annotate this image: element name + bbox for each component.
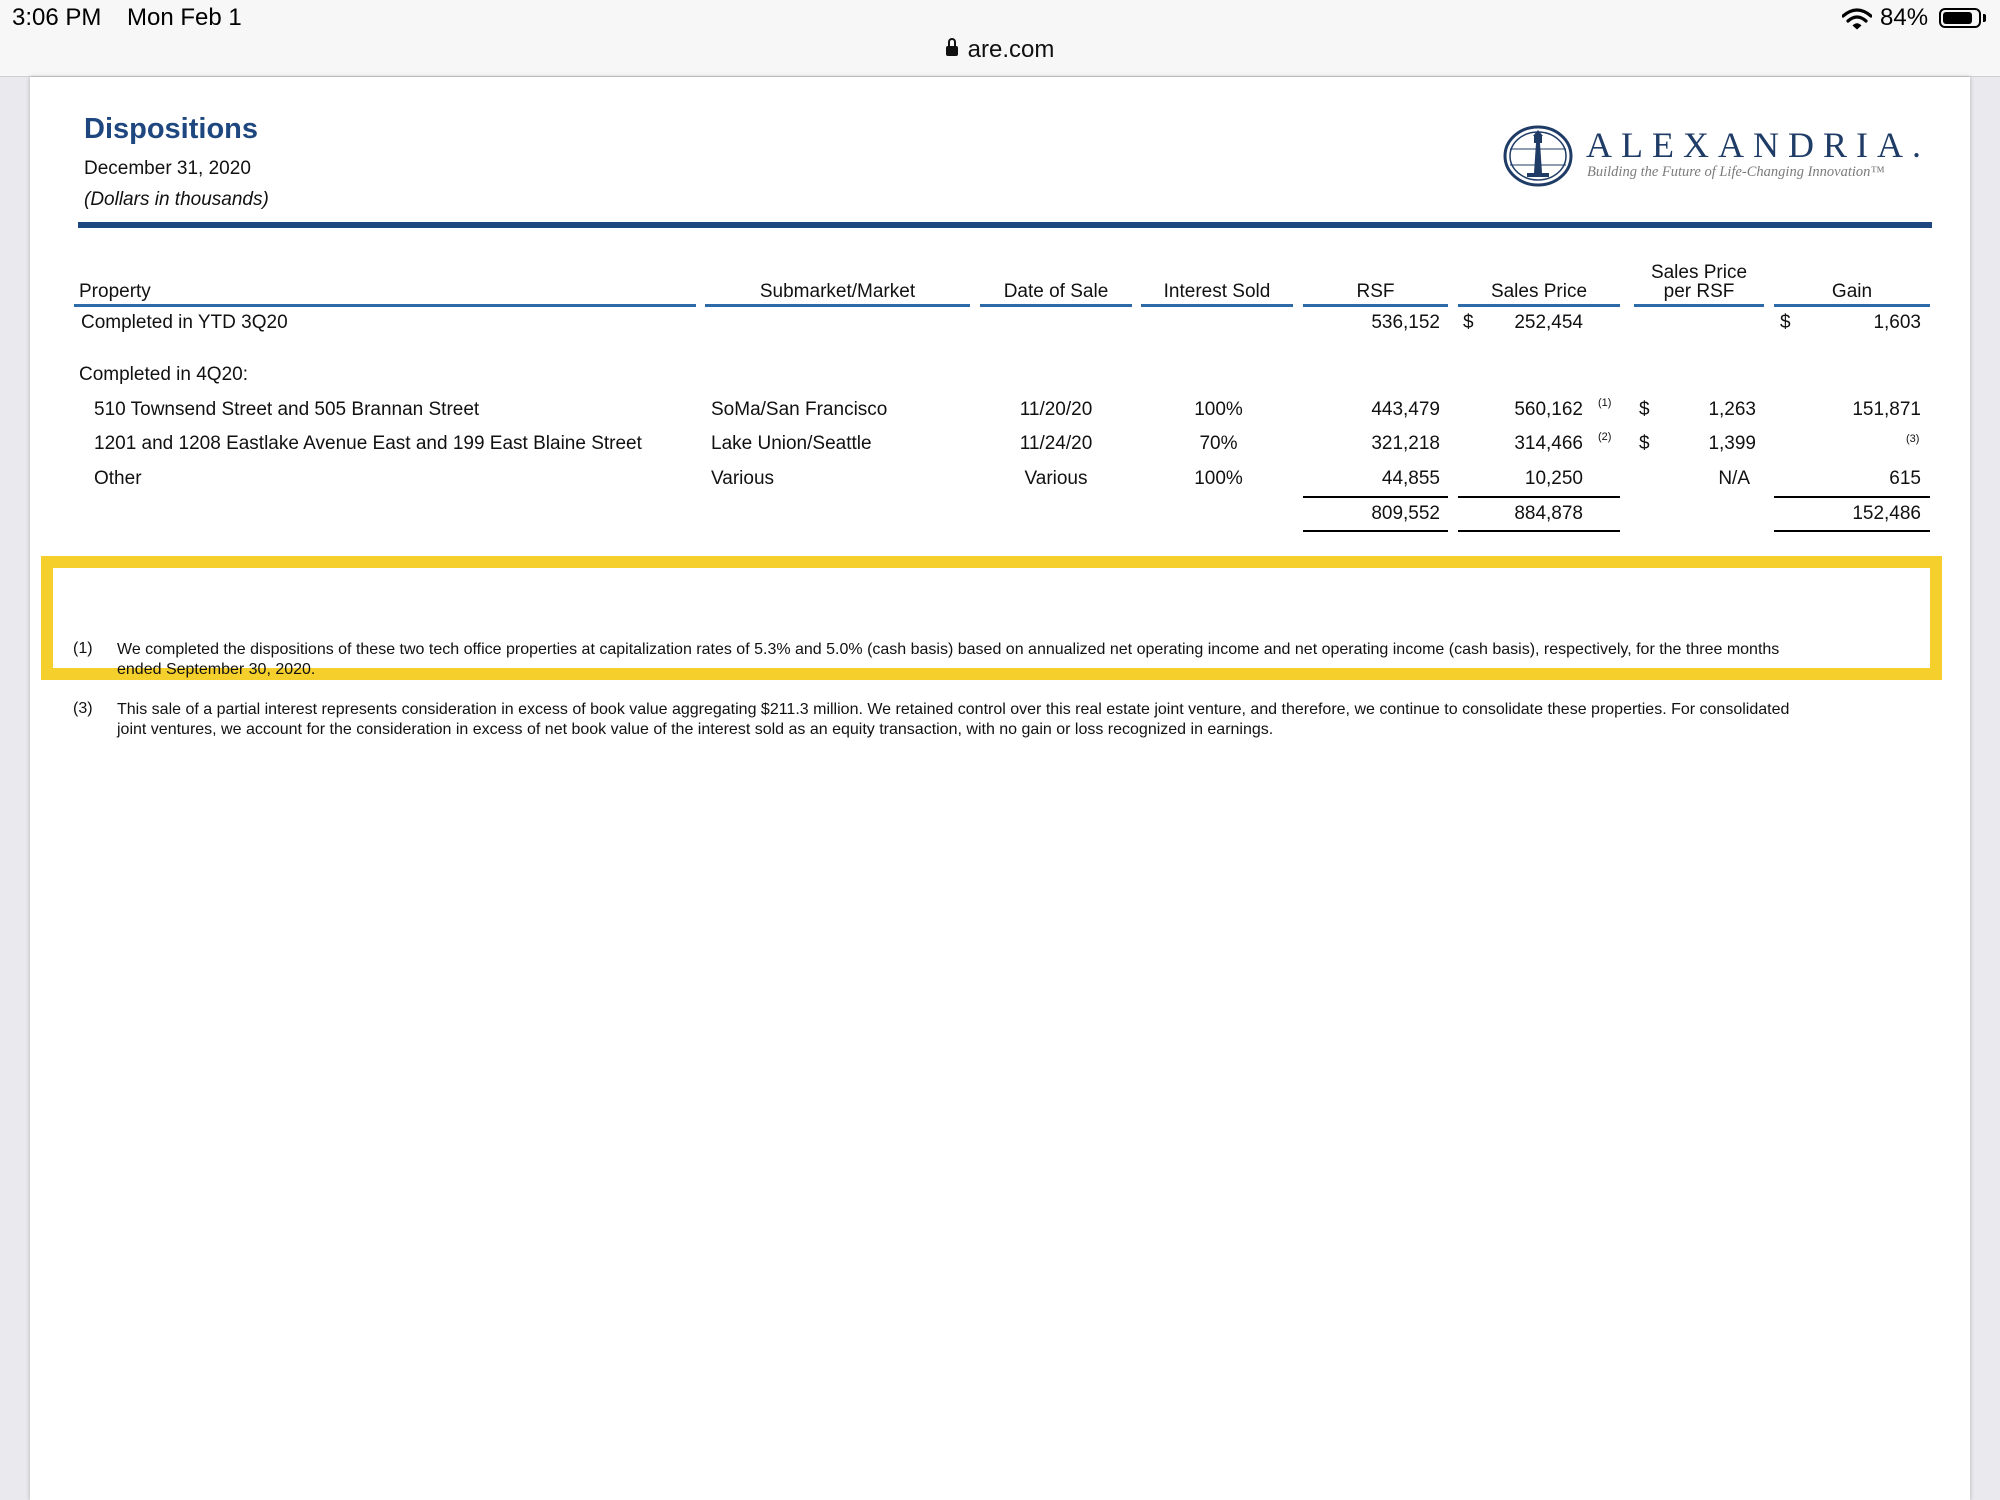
header-underline [1634, 304, 1764, 307]
footnote-ref: (3) [1906, 433, 1920, 445]
footnote-number: (3) [73, 700, 93, 717]
footnote-line: We completed the dispositions of these two tech office properties at capitalization rates of 5.3% and 5.0% (cash basis) based on annualized net operating income and net operating income (cash basis), respectively, for the three months [117, 641, 1780, 658]
lock-icon [946, 46, 958, 56]
header-underline [1458, 304, 1620, 307]
footnote-line: ended September 30, 2020. [117, 661, 316, 678]
header-date-of-sale: Date of Sale [1003, 281, 1109, 302]
table-row-per-rsf: 1,263 [1708, 399, 1756, 420]
table-row-gain: 151,871 [1852, 399, 1921, 420]
table-row-interest: 100% [1194, 399, 1243, 420]
header-property: Property [79, 281, 151, 302]
url-domain[interactable]: are.com [967, 36, 1055, 63]
battery-level [1943, 12, 1972, 24]
battery-percent: 84% [1880, 4, 1929, 31]
page-title: Dispositions [84, 113, 259, 145]
table-row-submarket: Various [711, 468, 775, 489]
units-note: (Dollars in thousands) [84, 189, 269, 210]
header-gain: Gain [1831, 281, 1873, 302]
table-row-property: Other [94, 468, 142, 489]
ytd-label: Completed in YTD 3Q20 [81, 312, 288, 333]
footnote-line: This sale of a partial interest represents consideration in excess of book value aggregating $211.3 million. We retained control over this real estate joint venture, and therefore, we continue to consolidate these properties. For consolidated [117, 701, 1790, 718]
header-underline [1303, 304, 1448, 307]
table-row-per-rsf-dollar: $ [1639, 399, 1650, 420]
footnote-line: joint ventures, we account for the consideration in excess of net book value of the interest sold as an equity transaction, with no gain or loss recognized in earnings. [117, 721, 1274, 738]
header-interest-sold: Interest Sold [1163, 281, 1271, 302]
footnote-ref: (2) [1598, 431, 1612, 443]
ytd-gain-dollar: $ [1780, 312, 1791, 333]
table-row-per-rsf-dollar: $ [1639, 433, 1650, 454]
header-underline [705, 304, 970, 307]
subtotal-rule [1458, 530, 1620, 532]
table-row-price: 560,162 [1514, 399, 1583, 420]
footnote-number: (1) [73, 640, 93, 657]
battery-tip [1983, 14, 1986, 22]
table-row-gain: 615 [1889, 468, 1921, 489]
table-row-date: Various [1024, 468, 1088, 489]
table-row-interest: 100% [1194, 468, 1243, 489]
table-row-date: 11/24/20 [1019, 433, 1093, 454]
brand-tagline: Building the Future of Life-Changing Innovation™ [1587, 164, 1885, 180]
battery-icon [1939, 8, 1981, 28]
table-row-date: 11/20/20 [1019, 399, 1093, 420]
header-submarket: Submarket/Market [759, 281, 916, 302]
header-underline [1141, 304, 1293, 307]
table-row-submarket: Lake Union/Seattle [711, 433, 872, 454]
header-rule [78, 222, 1932, 228]
table-row-per-rsf: 1,399 [1708, 433, 1756, 454]
status-time: 3:06 PM [12, 4, 102, 31]
ytd-gain: 1,603 [1873, 312, 1921, 333]
table-row-property: 1201 and 1208 Eastlake Avenue East and 199 East Blaine Street [94, 433, 642, 454]
header-price-per-rsf-line2: per RSF [1663, 281, 1735, 302]
table-row-price: 10,250 [1524, 468, 1583, 489]
subtotal-price: 884,878 [1514, 503, 1583, 524]
status-date: Mon Feb 1 [127, 4, 242, 31]
url-bar[interactable] [0, 36, 2000, 64]
header-underline [980, 304, 1132, 307]
table-row-interest: 70% [1199, 433, 1238, 454]
brand-name: ALEXANDRIA. [1586, 125, 1930, 165]
lighthouse-logo-icon [1503, 125, 1573, 187]
header-sales-price: Sales Price [1490, 281, 1588, 302]
table-row-per-rsf: N/A [1718, 468, 1750, 489]
footnote-text [117, 700, 1789, 740]
table-row-property: 510 Townsend Street and 505 Brannan Street [94, 399, 480, 420]
table-row-rsf: 44,855 [1381, 468, 1440, 489]
table-row-rsf: 443,479 [1371, 399, 1440, 420]
subtotal-rule [1303, 530, 1448, 532]
header-underline [1774, 304, 1930, 307]
subtotal-rule [1774, 530, 1930, 532]
subtotal-gain: 152,486 [1852, 503, 1921, 524]
table-row-price: 314,466 [1514, 433, 1583, 454]
subtotal-rule [1458, 496, 1620, 498]
subtotal-rule [1774, 496, 1930, 498]
table-row-rsf: 321,218 [1371, 433, 1440, 454]
subtotal-rsf: 809,552 [1371, 503, 1440, 524]
header-rsf: RSF [1356, 281, 1395, 302]
header-underline [74, 304, 696, 307]
ytd-price-dollar: $ [1463, 312, 1474, 333]
report-date: December 31, 2020 [84, 158, 251, 179]
header-price-per-rsf-line1: Sales Price [1650, 262, 1748, 283]
ytd-price: 252,454 [1514, 312, 1583, 333]
section-label-4q20: Completed in 4Q20: [79, 364, 248, 385]
footnote-text [117, 640, 1779, 680]
footnote-ref: (1) [1598, 397, 1612, 409]
wifi-icon [1842, 8, 1872, 30]
table-row-submarket: SoMa/San Francisco [711, 399, 888, 420]
ytd-rsf: 536,152 [1371, 312, 1440, 333]
subtotal-rule [1303, 496, 1448, 498]
